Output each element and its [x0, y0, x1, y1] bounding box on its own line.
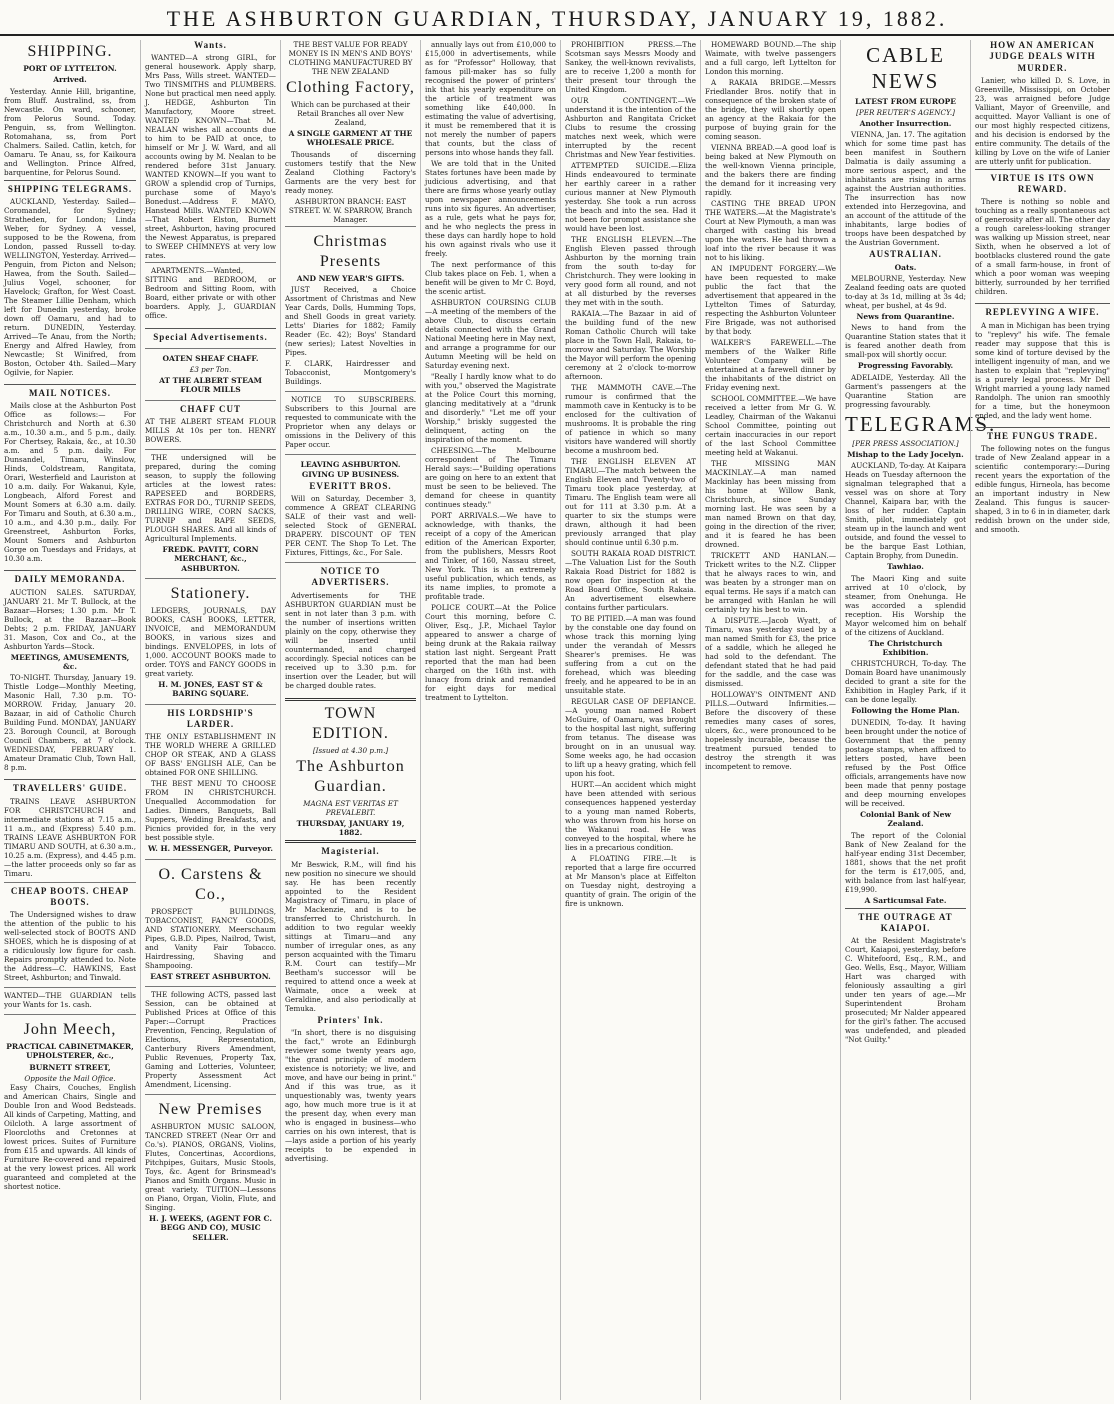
printers-ink-heading: Printers' Ink.: [317, 1014, 384, 1025]
carstens-text: PROSPECT BUILDINGS, TOBACCONIST, FANCY GOODS, AND STATIONERY. Meerschaum Pipes, G.B.D. Pipes, Nailrod, Twist, and Vanity Fair Tobacco. Hairdressing, Shaving and Shampooing.: [145, 906, 276, 970]
insurrection-text: VIENNA, Jan. 17. The agitation which for some time past has been manifest in Southern Dalmatia is daily assuming a more serious aspect, and the inhabitants are rising in arms against the Austrian authorities. The insurrection has now extended into Herzegovina, and an account of the attitude of the inhabitants, large bodies of troops have been despatched by the Austrian Government.: [845, 130, 966, 248]
police-court-text: POLICE COURT.—At the Police Court this morning, before C. Oliver, Esq., J.P., Michael Taylor appeared to answer a charge of being drunk at the Rakaia railway station last night. Sergeant Pratt reported that the man had been charged on the 16th inst. with lunacy from drink and remanded for eight days for medical treatment to Lyttelton.: [425, 603, 556, 702]
carstens-signature: EAST STREET ASHBURTON.: [150, 971, 271, 981]
south-rakaia-text: SOUTH RAKAIA ROAD DISTRICT.—The Valuation List for the South Rakaia Road District for 1882 is now open for inspection at the Road Board Office, South Rakaia. An advertisement elsewhere contains further particulars.: [565, 549, 696, 612]
travellers-guide-heading: TRAVELLERS' GUIDE.: [12, 783, 128, 794]
new-premises-heading: New Premises: [158, 1101, 263, 1118]
christmas-presents-signature: F. CLARK, Hairdresser and Tobacconist, Montgomery's Buildings.: [285, 359, 416, 387]
arrived-text: Yesterday. Annie Hill, brigantine, from Bluff. Australind, ss, from Newcastle. On ward, schooner, from Pelorus Sound. Today. Penguin, ss, from Wellington. Rotomahana, ss, from Port Chalmers. Sailed. Catlin, ketch, for Oamaru. Te Anau, ss, for Kaikoura and Wellington. Prince Alfred, barquentine, for Pelorus Sound.: [4, 86, 136, 177]
school-committee-text: SCHOOL COMMITTEE.—We have received a letter from Mr G. W. Leadley, Chairman of the Wakanui School Committee, pointing out certain inaccuracies in our report of the last School Committee meeting held at Wakanui.: [705, 394, 836, 457]
column-5: [560, 40, 700, 1400]
hurt-text: HURT.—An accident which might have been attended with serious consequences happened yesterday to a young man named Roberts, who was thrown from his horse on the Wakanui road. He was conveyed to the hospital, where he lies in a precarious condition.: [565, 780, 696, 852]
paper-motto: MAGNA EST VERITAS ET PREVALEBIT.: [303, 798, 398, 817]
seed-signature: FREDK. PAVITT, CORN MERCHANT, &c., ASHBURTON.: [162, 544, 259, 573]
magisterial-heading: Magisterial.: [321, 846, 380, 857]
seed-text: THE undersigned will be prepared, during the coming season, to supply the following articles at the lowest rates: RAPESEED and BORDERS, EXTRAS FOR DO., TURNIP SEEDS, DRILLING WIRE, CORN SACKS, TURNIP and RAPE SEEDS, PLOUGH SHARES. And all kinds of Agricultural Implements.: [145, 452, 276, 543]
column-2: [140, 40, 280, 1400]
leaving-heading: LEAVING ASHBURTON. GIVING UP BUSINESS.: [300, 460, 401, 479]
regular-case-text: REGULAR CASE OF DEFIANCE.—A young man named Robert McGuire, of Oamaru, was brought to the hospital last night, suffering from tetanus. The disease was brought on in an unusual way. Some weeks ago, he had occasion to lift up a heavy grating, which fell upon his foot.: [565, 697, 696, 778]
christmas-presents-sub: AND NEW YEAR'S GIFTS.: [296, 273, 405, 283]
tawhiao-text: The Maori King and suite arrived at 10 o'clock, by steamer, from Onehunga. He was accorded a splendid reception. His Worship the Mayor welcomed him on behalf of the citizens of Auckland.: [845, 573, 966, 637]
exhibition-heading: The Christchurch Exhibition.: [868, 638, 943, 657]
wants-heading: Wants.: [194, 40, 227, 50]
virtue-heading: VIRTUE IS ITS OWN REWARD.: [990, 172, 1095, 194]
oaten-chaff-heading: OATEN SHEAF CHAFF.: [162, 353, 259, 363]
mishap-heading: Mishap to the Lady Jocelyn.: [847, 449, 964, 459]
column-6: [700, 40, 840, 1400]
quarantine-heading: News from Quarantine.: [856, 311, 955, 321]
masthead: [0, 0, 1114, 36]
amateur-dramatic-text: The next performance of this Club takes place on Feb. 1, when a benefit will be given to Mr C. Boyd, the scenic artist.: [425, 260, 556, 296]
mishap-text: AUCKLAND, To-day. At Kaipara Heads on Tuesday afternoon the signalman telegraphed that a vessel was on shore at Tory Channel, Kaipara bar, with the loss of her rudder. Captain Smith, pilot, immediately got steam up in the launch and went outside, and found the vessel to be the barque East Lothian, Captain Brophy, from Dunedin.: [845, 461, 966, 561]
chaff-cut-text: AT THE ALBERT STEAM FLOUR MILLS At 10s per ton. HENRY BOWERS.: [145, 416, 276, 444]
mail-notices-heading: MAIL NOTICES.: [28, 388, 112, 398]
new-premises-signature: H. J. WEEKS, (AGENT FOR C. BEGG AND CO), MUSIC SELLER.: [149, 1214, 272, 1242]
everitt-bros: EVERITT BROS.: [309, 480, 392, 491]
paper-name: The Ashburton Guardian.: [296, 757, 405, 795]
coursing-club-text: ASHBURTON COURSING CLUB—A meeting of the members of the above Club, to discuss certain details connected with the Grand National Meeting here in May next, and arrange a programme for our Autumn Meeting will be held on Saturday evening next.: [425, 298, 556, 370]
shipping-heading: SHIPPING.: [27, 43, 113, 60]
leaving-text: Will on Saturday, December 3, commence A GREAT CLEARING SALE of their vast and well-selected Stock of GENERAL DRAPERY. DISCOUNT OF TEN PER CENT. The Shop To Let. The Fixtures, Fittings, &c., For Sale.: [285, 494, 416, 558]
outrage-text: At the Resident Magistrate's Court, Kaiapoi, yesterday, before C. Whitefoord, Esq., R.M., and Geo. Wells, Esq., Mayor, William Hart was charged with feloniously assaulting a girl under ten years of age.—Mr Superintendent Broham prosecuted; Mr Nalder appeared for the girl's father. The accused was undefended, and pleaded "Not Guilty.": [845, 936, 966, 1045]
walker-farewell-text: WALKER'S FAREWELL.—The members of the Walker Rifle Volunteer Company will be entertained at a farewell dinner by the inhabitants of the district on Friday evening next.: [705, 338, 836, 392]
menu-text: THE BEST MENU TO CHOOSE FROM IN CHRISTCHURCH. Unequalled Accommodation for Ladies. Dinners, Banquets, Ball Suppers, Wedding Breakfasts, and Picnics provided for, in the very best possible style.: [145, 779, 276, 843]
oaten-chaff-at: AT THE ALBERT STEAM FLOUR MILLS: [159, 375, 262, 395]
clothing-factory-text: Thousands of discerning customers testify that the New Zealand Clothing Factory's Garments are the very best for ready money.: [285, 149, 416, 195]
dispute-text: A DISPUTE.—Jacob Wyatt, of Timaru, was yesterday sued by a man named Smith for £3, the price of a saddle, which he alleged he had sold to the defendant. The defendant stated that he had paid for the saddle, and the case was dismissed.: [705, 616, 836, 688]
following-text: DUNEDIN, To-day. It having been brought under the notice of Government that the penny postage stamps, when affixed to letters posted, have been refused by the Post Office officials, arrangements have now been made that penny postage and deep mourning envelopes will be received.: [845, 717, 967, 808]
english-eleven-text: THE ENGLISH ELEVEN.—The English Eleven passed through Ashburton by the morning train from the south to-day for Christchurch. They were looking in very good form all round, and not at all disturbed by the reverses they met with in the south.: [565, 235, 696, 307]
stationery-signature: H. M. JONES, EAST ST & BARING SQUARE.: [158, 680, 263, 699]
verdict-heading: A Sarticumsal Fate.: [864, 895, 947, 905]
wants-text: WANTED—A strong GIRL, for general housework. Apply sharp, Mrs Pass, Wills street. WANTED—Two TINSMITHS and PLUMBERS. None but practical men need apply. J. HEDGE, Ashburton Tin Manufactory, Moore street. WANTED KNOWN—That M. NEALAN wishes all accounts due to him to be PAID at once, to himself or Mr J. W. Ward, and all accounts owing by M. Nealan to be rendered before 31st January. WANTED KNOWN—If you want to GROW a splendid crop of Turnips, purchase some of Mayo's Bonedust.—Address F. MAYO, Hanstead Mills. WANTED KNOWN—That Robert Elston, Burnett street, Ashburton, having procured the Newest Apparatus, is prepared to SWEEP CHIMNEYS at very low rates.: [145, 53, 276, 261]
mammoth-cave-text: THE MAMMOTH CAVE.—The rumour is confirmed that the mammoth cave in Kentucky is to be enclosed for the cultivation of mushrooms. It is probable the ring of patience in which so many visitors have wandered will shortly become a mushroom bed.: [565, 383, 696, 455]
clothing-factory-sub: Which can be purchased at their Retail Branches all over New Zealand,: [290, 100, 410, 127]
apartments-text: APARTMENTS.—Wanted, SITTING and BEDROOM, or Bedroom and Sitting Room, with Board, either private or with other boarders. Apply, J., GUARDIAN office.: [145, 266, 276, 321]
following-heading: Following the Home Plan.: [851, 706, 960, 716]
column-3: [280, 40, 420, 1400]
mail-notices-text: Mails close at the Ashburton Post Office as follows:— For Christchurch and North at 6.30 a.m., 10.30 a.m., and 5 p.m., daily. For Chertsey, Rakaia, &c., at 10.30 a.m. and 5 p.m. daily. For Dunsandel, Timaru, Winslow, Hinds, Coldstream, Rangitata, Orari, Westerfield and Lauriston at 10 a.m. daily. For Wakanui, Kyle, Longbeach, Alford Forest and Mount Somers at 6.30 a.m. daily. For Timaru and South, at 6.30 a.m., 10 a.m., and 4.30 p.m., daily. For Greenstreet, Ashburton Forks, Mount Somers and Ashburton Gorge on Tuesdays and Fridays, at 10.30 a.m.: [4, 401, 136, 564]
column-7: [840, 40, 997, 1400]
clothing-factory-signature: ASHBURTON BRANCH: EAST STREET. W. W. SPARROW, Branch Manager.: [288, 196, 413, 224]
meech-street: BURNETT STREET,: [29, 1062, 111, 1072]
cable-news-heading: CABLE NEWS: [866, 43, 945, 94]
new-premises-text: ASHBURTON MUSIC SALOON, TANCRED STREET (Near Orr and Co.'s). PIANOS, ORGANS, Violins, Flutes, Concertinas, Accordions, Pitchpipes, Guitars, Music Stools, Toys, &c. Agent for Brinsmead's Pianos and Smith Organs. Music in great variety. TUITION—Lessons on Piano, Organ, Violin, Flute, and Singing.: [145, 1122, 276, 1212]
eleven-at-timaru-text: THE ENGLISH ELEVEN AT TIMARU.—The match between the English Eleven and Twenty-two of Timaru took place yesterday, at Timaru. The English team were all out for 111 at 3.30 p.m. At a quarter to six the stumps were drawn, although it had been previously arranged that play should continue until 6.30 p.m.: [565, 457, 696, 547]
quarantine-text: News to hand from the Quarantine Station states that it is feared another death from small-pox will shortly occur.: [845, 323, 966, 360]
impudent-forgery-text: AN IMPUDENT FORGERY.—We have been requested to make public the fact that the advertisement that appeared in the Lyttelton Times of Saturday, respecting the Ashburton Volunteer Fire Brigade, was not authorised by that body.: [705, 264, 836, 336]
meech-trade: PRACTICAL CABINETMAKER, UPHOLSTERER, &c.,: [6, 1042, 134, 1061]
column-1: [0, 40, 140, 1400]
col5-text-1: PROHIBITION PRESS.—The Scotsman says Messrs Moody and Sankey, the well-known revivalists, are to receive 1,200 a month for their present tour through the United Kingdom.: [565, 40, 696, 94]
tawhiao-heading: Tawhiao.: [887, 562, 924, 572]
lordships-larder-heading: HIS LORDSHIP'S LARDER.: [167, 707, 254, 729]
progressing-heading: Progressing Favorably.: [857, 361, 954, 371]
col4-text-1: annually lays out from £10,000 to £15,000 in advertisements, while as for "Professor" Holloway, that famous pill-maker has so fully recognised the power of printers' ink that his yearly expenditure on the article of treatment was something like £40,000. In estimating the value of advertising, it must be remembered that it is not merely the number of papers that counts, but the class of persons into whose hands they fall.: [425, 40, 556, 157]
exhibition-text: CHRISTCHURCH, To-day. The Domain Board have unanimously decided to grant a site for the Exhibition in Hagley Park, if it can be done legally.: [845, 659, 966, 705]
oats-heading: Oats.: [894, 262, 917, 272]
meech-name: John Meech,: [23, 1021, 117, 1038]
american-judge-text: Lanier, who killed D. S. Love, in Greenville, Mississippi, on October 23, was arraigned before Judge Valliant, Mayor of Greenville, and acquitted. Mayor Valliant is one of our most highly respected citizens, and his decision is endorsed by the entire community. The details of the killing by Love on the wife of Lanier are utterly unfit for publication.: [975, 75, 1110, 166]
happy-thought-text: "Really I hardly know what to do with you," observed the Magistrate at the Police Court this morning, glancing meditatively at a "drunk and disorderly." "Let me off your Worship," briskly suggested the delinquent, acting on the inspiration of the moment.: [425, 372, 556, 444]
meetings-text: TO-NIGHT. Thursday, January 19. Thistle Lodge—Monthly Meeting, Masonic Hall, 7.30 p.m. TO-MORROW. Friday, January 20. Bazaar, in aid of Catholic Church Building Fund. MONDAY, JANUARY 23. Borough Council, at Borough Council Chambers, at 7 o'clock. WEDNESDAY, FEBRUARY 1. Amateur Dramatic Club, Town Hall, 8 p.m.: [4, 673, 136, 773]
column-4: [420, 40, 560, 1400]
rakaia-bazaar-text: RAKAIA.—The Bazaar in aid of the building fund of the new Roman Catholic Church will take place in the Town Hall, Rakaia, to-morrow and Saturday. The Worship the Mayor will perform the opening ceremony at 2 o'clock to-morrow afternoon.: [565, 309, 696, 381]
shipping-telegrams-heading: SHIPPING TELEGRAMS.: [7, 183, 133, 194]
special-ads-heading: Special Advertisements.: [153, 332, 268, 343]
missing-man-text: THE MISSING MAN MACKINLAY.—A man named Mackinlay has been missing from his home at Willow Bank, Christchurch, since Sunday morning last. He was seen by a man named Brown on that day, going in the direction of the river, and it is feared he has been drowned.: [705, 459, 836, 549]
replevying-text: A man in Michigan has been trying to "replevy" his wife. The female reader may suppose that this is some kind of torture devised by the intelligent ingenuity of man, and we hasten to explain that "replevying" is a purely legal process. Mr Dell Wright married a young lady named Randolph. The union ran smoothly for a time, but the honeymoon ended, and the lady went home.: [975, 320, 1110, 420]
chaff-cut-heading: CHAFF CUT: [180, 403, 241, 414]
outrage-heading: THE OUTRAGE AT KAIAPOI.: [858, 911, 953, 934]
advertisers-text: Advertisements for THE ASHBURTON GUARDIAN must be sent in not later than 3 p.m. with the number of insertions written plainly on the copy, otherwise they will be inserted until countermanded, and charged accordingly. Special notices can be received up to 3.30 p.m. for insertion over the Leader, but will be charged double rates.: [285, 590, 416, 690]
virtue-text: There is nothing so noble and touching as a really spontaneous act of generosity after all. The other day a rough careless-looking stranger was walking up Mission street, near Sixth, when he observed a lot of bootblacks clustered round the gate of a small farm-house, in front of which a poor woman was weeping bitterly, surrounded by her terrified children.: [975, 197, 1110, 297]
stationery-heading: Stationery.: [170, 585, 251, 602]
floating-fire-text: A FLOATING FIRE.—It is reported that a large fire occurred at Mr Manson's place at Eiffelton on Tuesday night, destroying a quantity of grain. The origin of the fire is unknown.: [565, 854, 696, 908]
trickett-hanlan-text: TRICKETT AND HANLAN.—Trickett writes to the N.Z. Clipper that he always races to win, and was beaten by a stronger man on equal terms. He says if a match can be arranged with Hanlan he will certainly try his best to win.: [705, 551, 836, 614]
best-value-text: THE BEST VALUE FOR READY MONEY IS IN MEN'S AND BOYS' CLOTHING MANUFACTURED BY THE NEW ZEALAND: [288, 40, 413, 76]
col5-text-2: OUR CONTINGENT.—We understand it is the intention of the Ashburton and Rangitata Cricket Clubs to resume the crossing matches next week, which were interrupted by the recent Christmas and New Year festivities.: [565, 96, 696, 159]
cheesing-text: CHEESING.—The Melbourne correspondent of The Timaru Herald says:—"Building operations are going on here to an extent that must be seen to be believed. The demand for cheese in quantity continues steady.": [425, 446, 556, 509]
casting-bread-text: CASTING THE BREAD UPON THE WATERS.—At the Magistrate's Court at New Plymouth, a man was charged with casting his bread upon the waters. He had thrown a loaf into the river because it was not to his liking.: [705, 199, 836, 262]
meech-opposite: Opposite the Mail Office.: [24, 1074, 116, 1084]
printers-ink-text: "In short, there is no disguising the fact," wrote an Edinburgh reviewer some twenty years ago, "the grand principle of modern existence is notoriety; we live, and move, and have our being in print." And if this was true, as it unquestionably was, twenty years ago, how much more true is it at the present day, when every man who is engaged in business—who carries on his own interest, that is—lays aside a portion of his yearly receipts to be expended in advertising.: [285, 1027, 416, 1163]
single-garment-line: A SINGLE GARMENT AT THE WHOLESALE PRICE.: [288, 129, 413, 148]
shipping-telegrams-text: AUCKLAND, Yesterday. Sailed—Coromandel, for Sydney; Stratheden, for London; Linda Weber, for Sydney. A vessel, supposed to be the Rowena, from London, passed Russell to-day. WELLINGTON, Yesterday. Arrived—Penguin, from Picton and Nelson; Hawea, from the South. Sailed—Julius Vogel, schooner, for Havelock; Grafton, for West Coast. The Steamer Lillie Denham, which left for Dunedin yesterday, broke down off Oamaru, and had to return. DUNEDIN, Yesterday. Arrived—Te Anau, from the North; Energy and Alfred Hawley, from Newcastle; St Winifred, from Boston, October 4th. Sailed—Mary Ogilvie, for Napier.: [4, 197, 136, 377]
daily-memoranda-heading: DAILY MEMORANDA.: [14, 574, 126, 585]
paper-date: THURSDAY, JANUARY 19, 1882.: [296, 818, 405, 837]
col4-text-2: We are told that in the United States fortunes have been made by judicious advertising, and that there are firms whose yearly outlay upon newspaper announcements runs into six figures. An advertiser, as a rule, gets what he pays for, and he who neglects the press in these days can hardly hope to hold his own against rivals who use it freely.: [425, 159, 556, 258]
port-heading: PORT OF LYTTELTON.: [23, 64, 117, 73]
rakaia-bridge-text: A RAKAIA BRIDGE.—Messrs Friedlander Bros. notify that in consequence of the broken state of the bridge, they will shortly open an agency at the Rakaia for the purpose of buying grain for the coming season.: [705, 78, 836, 141]
telegrams-heading: TELEGRAMS.: [845, 411, 997, 436]
holloway-pills-text: HOLLOWAY'S OINTMENT AND PILLS.—Outward Infirmities.—Before the discovery of these remedies many cases of sores, ulcers, &c., were pronounced to be hopelessly incurable, because the treatment pursued tended to destroy the strength it was incompetent to remove.: [705, 690, 836, 771]
cable-news-sub: LATEST FROM EUROPE: [855, 96, 956, 106]
column-8: [970, 40, 1114, 1400]
vienna-bread-text: VIENNA BREAD.—A good loaf is being baked at New Plymouth on the well-known Vienna principle, and the bakers there are finding the demand for it increasing very rapidly.: [705, 143, 836, 197]
magisterial-text: Mr Beswick, R.M., will find his new position no sinecure we should say. He has been recently appointed to the Resident Magistracy of Timaru, in place of Mr Mackenzie, and is to be transferred to Christchurch. In addition to two regular weekly sittings at Timaru—and any number of irregular ones, as any person acquainted with the Timaru R.M. Court can testify—Mr Beetham's successor will be required to attend once a week at Waimate, once a week at Geraldine, and also periodically at Temuka.: [285, 859, 416, 1013]
town-edition-sub: [Issued at 4.30 p.m.]: [312, 745, 389, 755]
advertisers-heading: NOTICE TO ADVERTISERS.: [311, 566, 390, 588]
carstens-heading: O. Carstens & Co.,: [158, 865, 263, 903]
insurrection-heading: Another Insurrection.: [859, 118, 952, 128]
meech-text: Easy Chairs, Couches, English and American Chairs, Single and Double Iron and Wood Bedsteads. All kinds of Carpeting, Matting, and Oilcloth. A large assortment of Floorcloths and Cretonnes at lowest prices. Suites of Furniture from £15 and upwards. All kinds of Furniture Re-covered and repaired at the very lowest prices. All work guaranteed and completed at the shortest notice.: [4, 1083, 136, 1192]
australian-heading: AUSTRALIAN.: [869, 249, 942, 260]
clothing-factory-heading: Clothing Factory,: [286, 79, 415, 96]
wanted-guardian-line: WANTED—THE GUARDIAN tells your Wants for 1s. cash.: [4, 991, 136, 1009]
fungus-trade-text: The following notes on the fungus trade of New Zealand appear in a scientific contemporary:—During recent years the exportation of the edible fungus, Hirneola, has become an important industry in New Zealand. This fungus is saucer-shaped, 3 in to 6 in in diameter, dark reddish brown on the under side, and smooth.: [975, 443, 1110, 534]
homeward-bound-text: HOMEWARD BOUND.—The ship Waimate, with twelve passengers and a full cargo, left Lyttelton for London this morning.: [705, 40, 836, 76]
american-judge-heading: HOW AN AMERICAN JUDGE DEALS WITH MURDER.: [989, 40, 1096, 73]
travellers-guide-text: TRAINS LEAVE ASHBURTON FOR CHRISTCHURCH and intermediate stations at 7.15 a.m., 11 a.m., and (Express) 5.40 p.m. TRAINS LEAVE ASHBURTON FOR TIMARU AND SOUTH, at 6.30 a.m., 10.25 a.m. (Express), and 4.45 p.m.—the latter proceeds only so far as Timaru.: [4, 796, 136, 878]
lordships-larder-text: THE ONLY ESTABLISHMENT IN THE WORLD WHERE A GRILLED CHOP OR STEAK, AND A GLASS OF BASS' ENGLISH ALE, Can be obtained FOR ONE SHILLING.: [145, 732, 276, 778]
fungus-trade-heading: THE FUNGUS TRADE.: [986, 430, 1099, 441]
port-arrivals-text: PORT ARRIVALS.—We have to acknowledge, with thanks, the receipt of a copy of the American edition of the American Exporter, from the publishers, Messrs Root and Tinker, of 160, Nassau street, New York. This is an extremely useful publication, which tends, as its name implies, to promote a profitable trade.: [425, 511, 556, 601]
town-edition-heading: TOWN EDITION.: [312, 704, 389, 742]
arrived-heading: Arrived.: [53, 75, 87, 85]
colonial-bank-text: The report of the Colonial Bank of New Zealand for the half-year ending 31st December, 1881, shows that the net profit for the term is £17,005, and, with balance from last half-year, £19,990.: [845, 830, 966, 894]
oaten-chaff-price: £3 per Ton.: [189, 364, 232, 374]
newspaper-title: THE ASHBURTON GUARDIAN, THURSDAY, JANUARY 19, 1882.: [166, 6, 948, 31]
daily-memoranda-text: AUCTION SALES. SATURDAY, JANUARY 21. Mr T. Bullock, at the Bazaar—Horses; 1.30 p.m. Mr T. Bullock, at the Bazaar—Book Debts; 2 p.m. FRIDAY, JANUARY 31. Mason, Cox and Co., at the Ashburton Yards—Stock.: [4, 587, 136, 651]
progressing-text: ADELAIDE, Yesterday. All the Garment's passengers at the Quarantine Station are progressing favourably.: [845, 372, 966, 409]
cheap-boots-text: The Undersigned wishes to draw the attention of the public to his well-selected stock of BOOTS AND SHOES, which he is disposing of at a ridiculously low figure for cash. Repairs promptly attended to. Note the Address—C. HAWKINS, East Street, Ashburton; and Tinwald.: [4, 910, 136, 982]
reuter-line: [PER REUTER'S AGENCY.]: [856, 107, 955, 117]
cheap-boots-heading: CHEAP BOOTS. CHEAP BOOTS.: [10, 885, 130, 907]
christmas-presents-text: JUST Received, a Choice Assortment of Christmas and New Year Cards, Dolls, Humming Tops, and Shell Goods in great variety. Letts' Diaries for 1882; Family Reader (Ec. 42); Boys' Standard (new series); Latest Novelties in Pipes.: [285, 285, 416, 358]
replevying-heading: REPLEVYING A WIFE.: [985, 307, 1100, 318]
colonial-bank-heading: Colonial Bank of New Zealand.: [860, 809, 951, 829]
menu-signature: W. H. MESSENGER, Purveyor.: [147, 844, 274, 854]
oats-text: MELBOURNE, Yesterday. New Zealand feeding oats are quoted to-day at 3s 1d, milling at 3s 4d; wheat, per bushel, at 4s 9d.: [845, 273, 966, 310]
christmas-presents-heading: Christmas Presents: [313, 232, 388, 270]
stationery-text: LEDGERS, JOURNALS, DAY BOOKS, CASH BOOKS, LETTER, INVOICE, and MEMORANDUM BOOKS, in various sizes and bindings. ENVELOPES, in lots of 1,000. ACCOUNT BOOKS made to order. TOYS and FANCY GOODS in great variety.: [145, 606, 276, 678]
meetings-heading: MEETINGS, AMUSEMENTS, &c.: [10, 652, 130, 671]
subscribers-notice: NOTICE TO SUBSCRIBERS. Subscribers to this Journal are requested to communicate with the Proprietor when any delays or omissions in the Delivery of this Paper occur.: [285, 395, 416, 450]
to-be-pitied-text: TO BE PITIED.—A man was found by the constable one day found on whose track this morning lying under the verandah of Messrs Shearer's premises. He was suffering from a cut on the forehead, which was bleeding freely, and he appeared to be in an unsuitable state.: [565, 614, 696, 695]
attempted-suicide-text: ATTEMPTED SUICIDE.—Eliza Hinds endeavoured to terminate her earthly career in a rather curious manner at New Plymouth yesterday. She took a run across the beach and into the sea. Had it not been for prompt assistance she would have been lost.: [565, 161, 696, 233]
press-association-line: [PER PRESS ASSOCIATION.]: [852, 438, 959, 448]
session-acts-text: THE following ACTS, passed last Session, can be obtained at Published Prices at Office of this Paper:—Corrupt Practices Prevention, Fencing, Regulation of Elections, Representation, Canterbury Rivers Amendment, Public Revenues, Property Tax, Gaming and Lotteries, Volunteer, Property Assessment Act Amendment, Licensing.: [145, 990, 276, 1089]
